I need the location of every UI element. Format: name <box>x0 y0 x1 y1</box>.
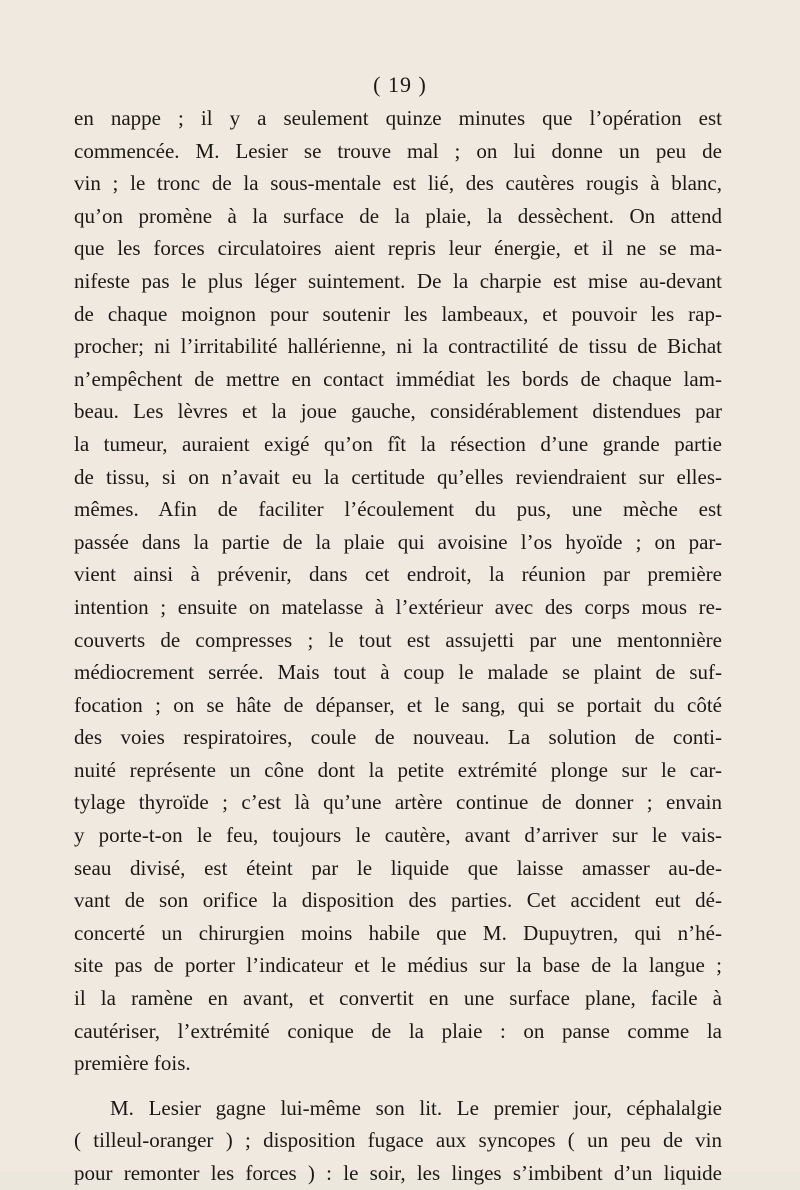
text-line: passée dans la partie de la plaie qui avoisine l’os hyoïde ; on par- <box>74 529 722 554</box>
text-line: y porte-t-on le feu, toujours le cautère, avant d’arriver sur le vais- <box>74 823 722 848</box>
text-line: n’empêchent de mettre en contact immédiat les bords de chaque lam- <box>74 366 722 391</box>
text-line: pour remonter les forces ) : le soir, les linges s’imbibent d’un liquide <box>74 1161 722 1185</box>
text-line: vient ainsi à prévenir, dans cet endroit, la réunion par première <box>74 562 722 587</box>
text-line: la tumeur, auraient exigé qu’on fît la résection d’une grande partie <box>74 431 722 456</box>
text-line: première fois. <box>74 1051 191 1076</box>
text-line: procher; ni l’irritabilité hallérienne, ni la contractilité de tissu de Bichat <box>74 334 722 359</box>
text-line: seau divisé, est éteint par le liquide que laisse amasser au-de- <box>74 855 722 880</box>
text-line: de tissu, si on n’avait eu la certitude qu’elles reviendraient sur elles- <box>74 464 722 489</box>
text-line: qu’on promène à la surface de la plaie, la dessèchent. On attend <box>74 203 722 228</box>
text-line: commencée. M. Lesier se trouve mal ; on lui donne un peu de <box>74 138 722 163</box>
text-line: cautériser, l’extrémité conique de la plaie : on panse comme la <box>74 1018 722 1043</box>
text-line: tylage thyroïde ; c’est là qu’une artère continue de donner ; envain <box>74 790 722 815</box>
text-line: vant de son orifice la disposition des parties. Cet accident eut dé- <box>74 888 722 913</box>
text-line: ( tilleul-oranger ) ; disposition fugace aux syncopes ( un peu de vin <box>74 1128 722 1153</box>
text-line: nuité représente un cône dont la petite extrémité plonge sur le car- <box>74 757 722 782</box>
text-line: il la ramène en avant, et convertit en une surface plane, facile à <box>74 986 722 1011</box>
text-line: vin ; le tronc de la sous-mentale est lié, des cautères rougis à blanc, <box>74 171 722 196</box>
text-line: de chaque moignon pour soutenir les lambeaux, et pouvoir les rap- <box>74 301 722 326</box>
text-line: concerté un chirurgien moins habile que M. Dupuytren, qui n’hé- <box>74 920 722 945</box>
text-line: focation ; on se hâte de dépanser, et le sang, qui se portait du côté <box>74 692 722 717</box>
text-line: que les forces circulatoires aient repris leur énergie, et il ne se ma- <box>74 236 722 261</box>
paragraph <box>74 1092 722 1190</box>
paragraph <box>74 102 722 1080</box>
text-line: médiocrement serrée. Mais tout à coup le malade se plaint de suf- <box>74 660 722 685</box>
paragraph-gap <box>74 1080 722 1092</box>
text-line: couverts de compresses ; le tout est assujetti par une mentonnière <box>74 627 722 652</box>
text-line: mêmes. Afin de faciliter l’écoulement du pus, une mèche est <box>74 497 722 522</box>
text-line: site pas de porter l’indicateur et le médius sur la base de la langue ; <box>74 953 722 978</box>
body-text <box>74 102 722 1190</box>
text-line: intention ; ensuite on matelasse à l’extérieur avec des corps mous re- <box>74 594 722 619</box>
text-line: M. Lesier gagne lui-même son lit. Le premier jour, céphalalgie <box>110 1095 722 1120</box>
text-line: nifeste pas le plus léger suintement. De la charpie est mise au-devant <box>74 268 722 293</box>
text-line: beau. Les lèvres et la joue gauche, considérablement distendues par <box>74 399 722 424</box>
page-number: ( 19 ) <box>373 72 427 97</box>
text-line: des voies respiratoires, coule de nouveau. La solution de conti- <box>74 725 722 750</box>
text-line: en nappe ; il y a seulement quinze minutes que l’opération est <box>74 106 722 130</box>
